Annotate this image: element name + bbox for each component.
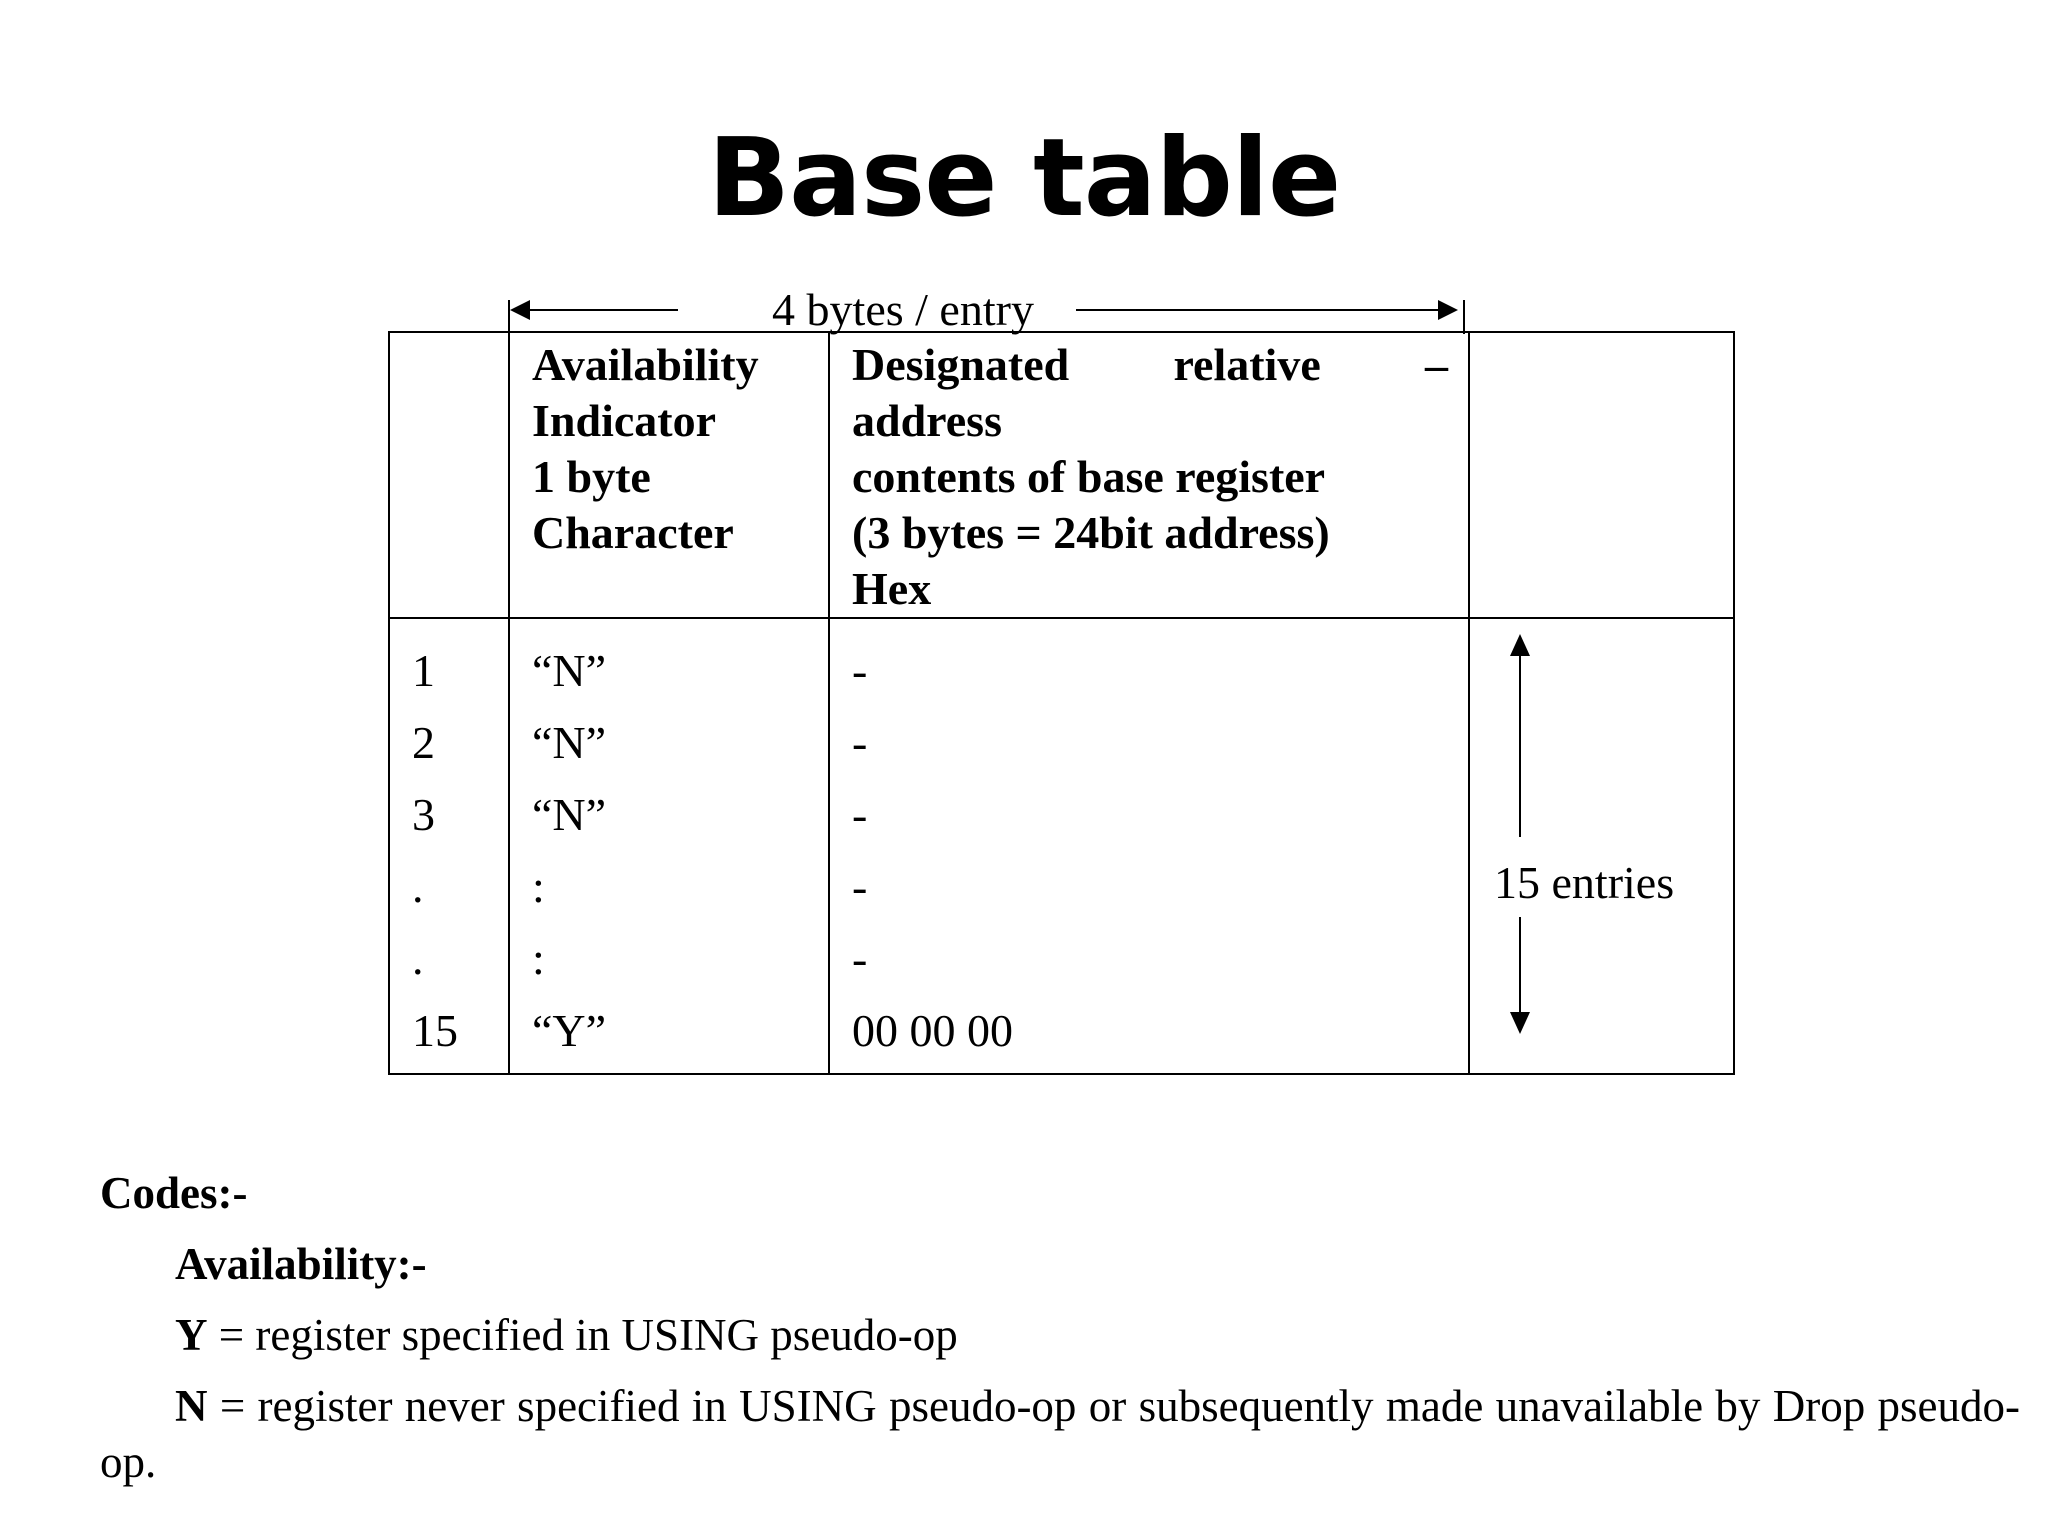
- row-address: -: [852, 717, 868, 768]
- entry-size-label: 4 bytes / entry: [743, 282, 1063, 338]
- code-description: = register specified in USING pseudo-op: [207, 1310, 958, 1360]
- row-address: -: [852, 789, 868, 840]
- row-index: 3: [412, 789, 435, 840]
- header-line: contents of base register: [852, 451, 1326, 502]
- header-address-text: [830, 333, 1468, 617]
- header-line: 1 byte: [532, 451, 651, 502]
- header-line: (3 bytes = 24bit address): [852, 507, 1330, 558]
- header-line: address: [852, 395, 1002, 446]
- code-key: N: [175, 1381, 208, 1431]
- header-availability-cell: [509, 332, 829, 618]
- measure-right-tick: [1463, 300, 1465, 334]
- measure-left-line: [528, 309, 678, 311]
- table-body-row: [389, 618, 1734, 1074]
- header-word-designated: Designated: [852, 339, 1070, 390]
- codes-section: [100, 1165, 2020, 1490]
- availability-list: [510, 619, 828, 1067]
- header-word-relative: relative: [1173, 339, 1321, 390]
- row-index: .: [412, 861, 424, 912]
- row-availability: :: [532, 861, 545, 912]
- index-column: [389, 618, 509, 1074]
- row-index: 15: [412, 1005, 458, 1056]
- header-empty-cell: [1469, 332, 1734, 618]
- arrow-down-icon: [1510, 1012, 1530, 1034]
- availability-subheading: Availability:-: [175, 1239, 427, 1289]
- base-table: [388, 331, 1735, 1075]
- address-column: [829, 618, 1469, 1074]
- header-address-first-line: [852, 337, 1448, 393]
- slide-title: Base table: [707, 116, 1341, 241]
- row-address: -: [852, 645, 868, 696]
- header-index-cell: [389, 332, 509, 618]
- row-address: -: [852, 861, 868, 912]
- header-line: Hex: [852, 563, 932, 614]
- availability-column: [509, 618, 829, 1074]
- arrow-left-icon: [510, 300, 530, 320]
- code-description: = register never specified in USING pseudo-op or subsequently made unavailable by Drop pseudo-op.: [100, 1381, 2020, 1487]
- header-line: Indicator: [532, 395, 716, 446]
- row-index: .: [412, 933, 424, 984]
- entries-span-cell: [1469, 618, 1734, 1074]
- row-availability: “N”: [532, 645, 607, 696]
- entry-size-indicator: [508, 282, 1468, 335]
- header-word-dash: –: [1424, 339, 1448, 390]
- row-index: 2: [412, 717, 435, 768]
- header-address-cell: [829, 332, 1469, 618]
- row-address: -: [852, 933, 868, 984]
- row-address: 00 00 00: [852, 1005, 1013, 1056]
- row-availability: “N”: [532, 717, 607, 768]
- index-list: [390, 619, 508, 1067]
- entries-count-label: 15 entries: [1494, 855, 1674, 911]
- code-item-y: [100, 1307, 2020, 1363]
- header-line: Character: [532, 507, 734, 558]
- row-index: 1: [412, 645, 435, 696]
- arrow-right-icon: [1438, 300, 1458, 320]
- row-availability: “Y”: [532, 1005, 607, 1056]
- measure-right-line: [1076, 309, 1440, 311]
- code-item-n: [100, 1378, 2020, 1490]
- span-upper-line: [1519, 653, 1521, 837]
- header-address-rest: [852, 393, 1448, 617]
- address-list: [830, 619, 1468, 1067]
- row-availability: “N”: [532, 789, 607, 840]
- table-header-row: [389, 332, 1734, 618]
- header-line: Availability: [532, 339, 759, 390]
- header-availability-text: [510, 333, 828, 561]
- row-availability: :: [532, 933, 545, 984]
- codes-heading: Codes:-: [100, 1168, 248, 1218]
- code-key: Y: [175, 1310, 208, 1360]
- span-lower-line: [1519, 917, 1521, 1015]
